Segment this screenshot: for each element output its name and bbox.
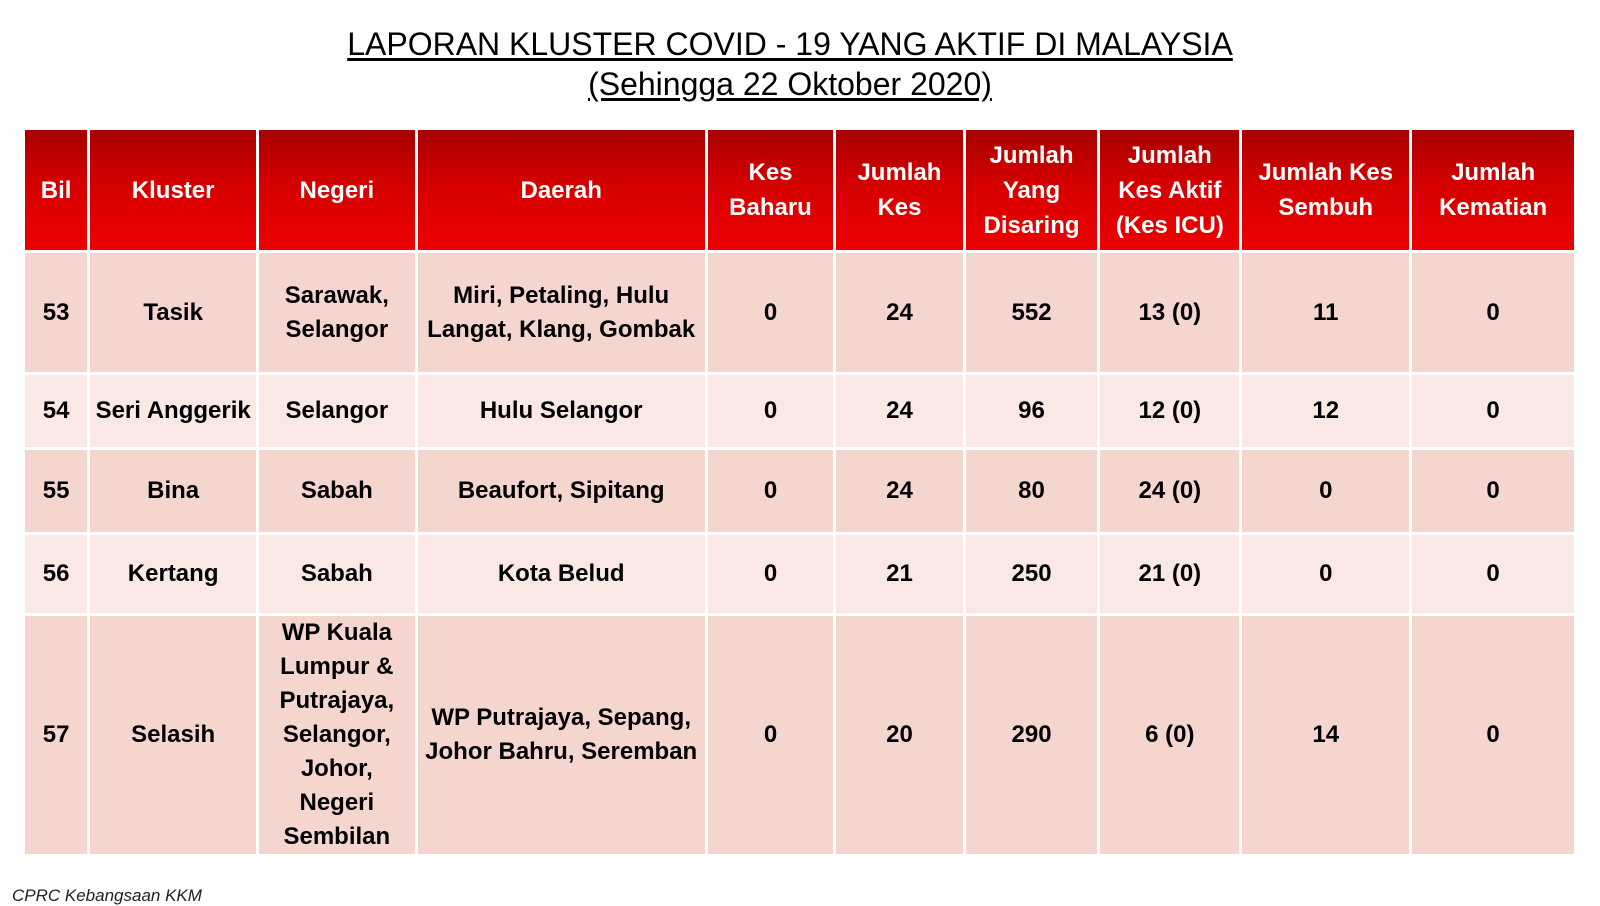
cell-daerah: Kota Belud <box>418 535 705 613</box>
cell-jumlah-disaring: 250 <box>966 535 1098 613</box>
header-daerah: Daerah <box>418 130 705 250</box>
cell-kematian: 0 <box>1412 253 1574 372</box>
table-row <box>25 616 1574 854</box>
cell-bil: 55 <box>25 450 87 532</box>
cell-kematian: 0 <box>1412 616 1574 854</box>
cell-kes-sembuh: 12 <box>1242 375 1409 447</box>
cell-daerah: Hulu Selangor <box>418 375 705 447</box>
cell-negeri: Sabah <box>259 535 415 613</box>
cell-negeri: Sabah <box>259 450 415 532</box>
cell-jumlah-disaring: 552 <box>966 253 1098 372</box>
cell-kluster: Bina <box>90 450 256 532</box>
cell-kes-sembuh: 14 <box>1242 616 1409 854</box>
table-row <box>25 375 1574 447</box>
report-title <box>0 24 1580 104</box>
header-kes-baharu: Kes Baharu <box>708 130 833 250</box>
header-jumlah-disaring: Jumlah Yang Disaring <box>966 130 1098 250</box>
cluster-table <box>22 127 1577 857</box>
header-kluster: Kluster <box>90 130 256 250</box>
cell-jumlah-kes: 24 <box>836 253 962 372</box>
header-bil: Bil <box>25 130 87 250</box>
cell-kluster: Kertang <box>90 535 256 613</box>
cell-jumlah-disaring: 80 <box>966 450 1098 532</box>
table-header-row <box>25 130 1574 250</box>
cell-negeri: Sarawak, Selangor <box>259 253 415 372</box>
cell-kematian: 0 <box>1412 535 1574 613</box>
cell-kes-baharu: 0 <box>708 535 833 613</box>
report-title-date: (Sehingga 22 Oktober 2020) <box>588 66 992 102</box>
cell-daerah: WP Putrajaya, Sepang, Johor Bahru, Seremban <box>418 616 705 854</box>
cell-kes-sembuh: 0 <box>1242 535 1409 613</box>
cell-bil: 53 <box>25 253 87 372</box>
cell-kes-baharu: 0 <box>708 375 833 447</box>
cell-kes-aktif: 6 (0) <box>1100 616 1239 854</box>
report-title-main: LAPORAN KLUSTER COVID - 19 YANG AKTIF DI MALAYSIA <box>347 26 1233 62</box>
cell-kes-aktif: 21 (0) <box>1100 535 1239 613</box>
cell-kes-aktif: 12 (0) <box>1100 375 1239 447</box>
cluster-table-container <box>22 127 1577 857</box>
cell-daerah: Beaufort, Sipitang <box>418 450 705 532</box>
cell-kes-aktif: 24 (0) <box>1100 450 1239 532</box>
header-jumlah-kes: Jumlah Kes <box>836 130 962 250</box>
cell-kes-baharu: 0 <box>708 253 833 372</box>
header-jumlah-kematian: Jumlah Kematian <box>1412 130 1574 250</box>
cell-jumlah-kes: 21 <box>836 535 962 613</box>
cell-daerah: Miri, Petaling, Hulu Langat, Klang, Gombak <box>418 253 705 372</box>
table-row <box>25 253 1574 372</box>
cell-kes-sembuh: 0 <box>1242 450 1409 532</box>
cell-kes-aktif: 13 (0) <box>1100 253 1239 372</box>
cell-bil: 57 <box>25 616 87 854</box>
cell-kes-sembuh: 11 <box>1242 253 1409 372</box>
cell-jumlah-kes: 20 <box>836 616 962 854</box>
header-jumlah-kes-sembuh: Jumlah Kes Sembuh <box>1242 130 1409 250</box>
source-footnote: CPRC Kebangsaan KKM <box>12 886 202 905</box>
cell-kematian: 0 <box>1412 450 1574 532</box>
cell-kluster: Tasik <box>90 253 256 372</box>
header-jumlah-kes-aktif: Jumlah Kes Aktif (Kes ICU) <box>1100 130 1239 250</box>
cell-jumlah-kes: 24 <box>836 375 962 447</box>
cell-kluster: Selasih <box>90 616 256 854</box>
cell-kematian: 0 <box>1412 375 1574 447</box>
table-row <box>25 450 1574 532</box>
cell-negeri: Selangor <box>259 375 415 447</box>
cell-bil: 54 <box>25 375 87 447</box>
cell-jumlah-disaring: 96 <box>966 375 1098 447</box>
cell-jumlah-disaring: 290 <box>966 616 1098 854</box>
cell-jumlah-kes: 24 <box>836 450 962 532</box>
cell-kes-baharu: 0 <box>708 616 833 854</box>
header-negeri: Negeri <box>259 130 415 250</box>
cell-bil: 56 <box>25 535 87 613</box>
cell-kluster: Seri Anggerik <box>90 375 256 447</box>
cell-kes-baharu: 0 <box>708 450 833 532</box>
table-row <box>25 535 1574 613</box>
cell-negeri: WP Kuala Lumpur & Putrajaya, Selangor, Johor, Negeri Sembilan <box>259 616 415 854</box>
